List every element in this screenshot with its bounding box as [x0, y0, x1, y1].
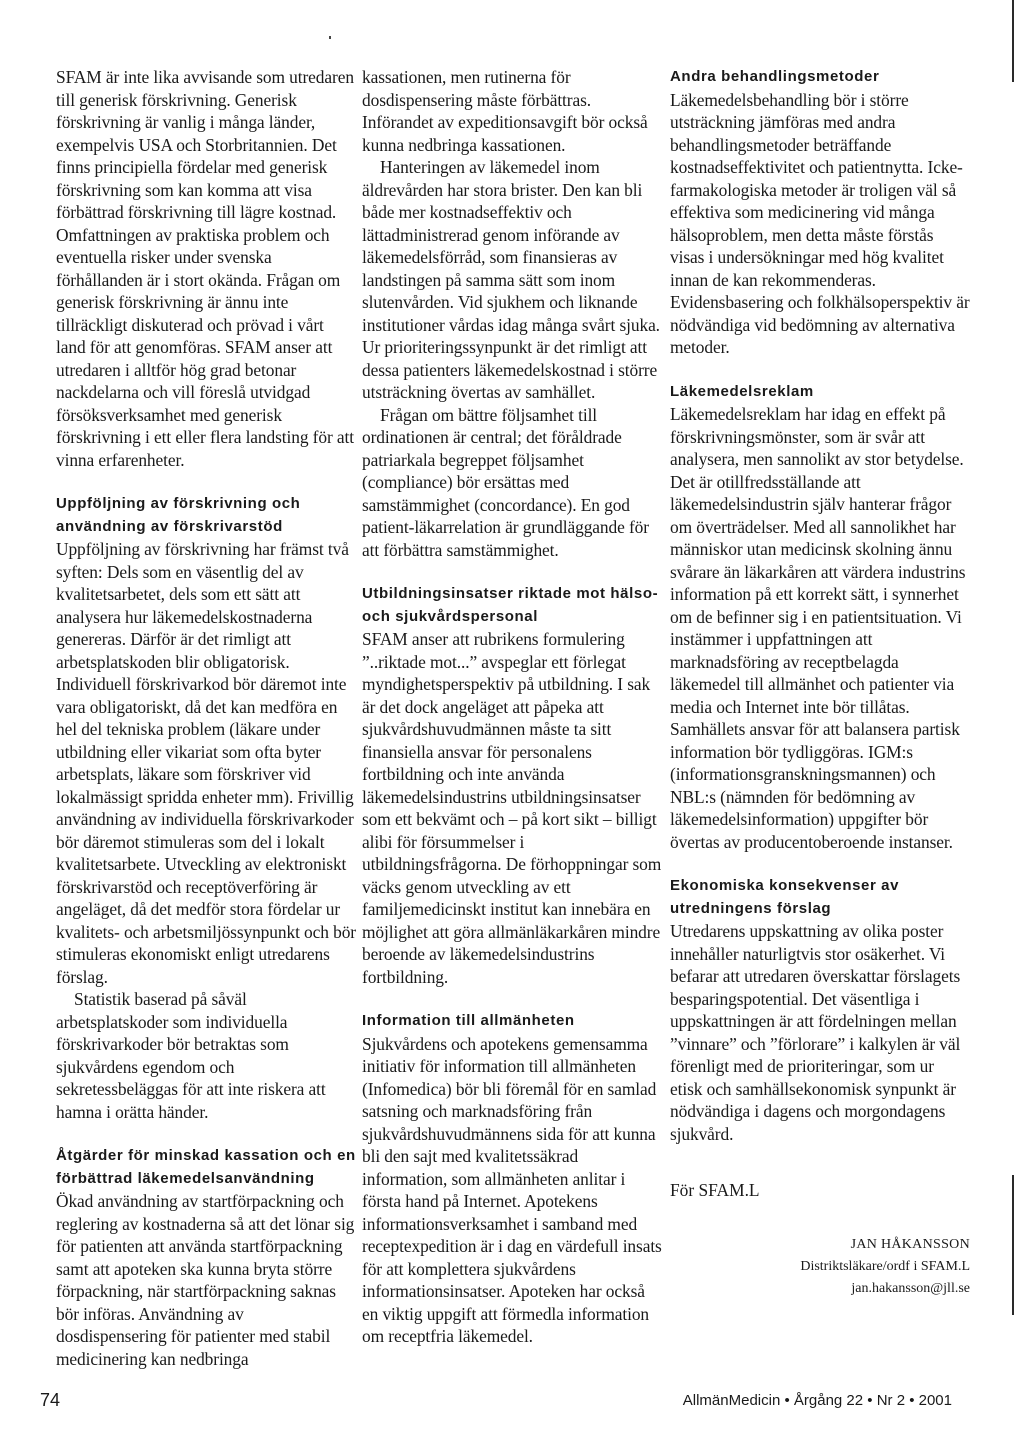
paragraph: SFAM är inte lika avvisande som utredaren till generisk förskrivning. Generisk förskrivning är vanlig i många länder, exempelvis USA och Storbritannien. Det finns principiella fördelar med generisk förskrivning som kan komma att visa förbättrad förskrivning till lägre kostnad. Omfattningen av praktiska problem och eventuella risker under svenska förhållanden är i stort okända. Frågan om generisk förskrivning är ännu inte tillräckligt diskuterad och prövad i vårt land för att genomföras. SFAM anser att utredaren i alltför hög grad betonar nackdelarna och vill föreslå utvidgad försöksverksamhet med generisk förskrivning i ett eller flera landsting för att vinna erfarenheter. — [56, 67, 354, 470]
paragraph: Statistik baserad på såväl arbetsplatskoder som individuella förskrivarkoder bör betraktas som sjukvårdens egendom och sekretessbeläggas för att inte riskera att hamna i orätta händer. — [56, 989, 326, 1122]
section-heading: Ekonomiska konsekvenser av utredningens förslag — [670, 877, 900, 917]
page-number: 74 — [40, 1390, 61, 1410]
scan-speck — [329, 36, 331, 39]
section-heading: Läkemedelsreklam — [670, 382, 814, 400]
paragraph: SFAM anser att rubrikens formulering ”..riktade mot...” avspeglar ett förlegat myndighetsperspektiv på utbildning. I sak är det dock angeläget att påpeka att sjukvårdshuvudmännen måste ta sitt finansiella ansvar för personalens fortbildning och inte använda läkemedelsindustrins utbildningsinsatser som ett bekvämt och – på kort sikt – billigt alibi för försummelser i utbildningsfrågorna. De förhoppningar som väcks genom utveckling av ett familjemedicinskt institut kan innebära en möjlighet att göra allmänläkarkåren mindre beroende av läkemedelsindustrins fortbildning. — [362, 629, 662, 987]
section-heading: Åtgärder för minskad kassation och en förbättrad läkemedelsanvändning — [56, 1147, 356, 1187]
paragraph: Läkemedelsreklam har idag en effekt på förskrivningsmönster, som är svår att analysera, men sannolikt av stor betydelse. Det är otillfredsställande att läkemedelsindustrin själv hanterar frågor om överträdelser. Med all sannolikhet har människor utan medicinsk skolning ännu svårare än läkarkåren att värdera industrins information på ett korrekt sätt, i synnerhet om de befinner sig i en patientsituation. Vi instämmer i uppfattningen att marknadsföring av receptbelagda läkemedel till allmänhet och patienter via media och Internet inte bör tillåtas. Samhällets ansvar för att balansera partisk information bör tydliggöras. IGM:s (informationsgranskningsmannen) och NBL:s (nämnden för bedömning av läkemedelsinformation) uppgifter bör övertas av producentoberoende instanser. — [670, 404, 966, 852]
closing-line: För SFAM.L — [670, 1180, 760, 1200]
section-heading: Andra behandlingsmetoder — [670, 68, 880, 85]
paragraph: Hanteringen av läkemedel inom äldrevården har stora brister. Den kan bli både mer kostnadseffektiv och lättadministrerad genom införande av läkemedelsförråd, som finansieras av landstingen på samma sätt som inom slutenvården. Vid sjukhem och liknande institutioner vårdas idag många svårt sjuka. Ur prioriteringssynpunkt är det rimligt att dessa patienters läkemedelskostnad i större utsträckning övertas av samhället. — [362, 157, 660, 402]
signature-name: JAN HÅKANSSON — [850, 1236, 970, 1252]
section-heading: Uppföljning av förskrivning och användning av förskrivarstöd — [56, 495, 301, 535]
column-left — [56, 66, 356, 1370]
paragraph: Ökad användning av startförpackning och reglering av kostnaderna så att det lönar sig för patienten att använda startförpackning samt att apoteken ska kunna bryta större förpackning, när startförpackning saknas bör införas. Användning av dosdispensering för patienter med stabil medicinering kan nedbringa — [56, 1191, 355, 1369]
paragraph: Sjukvårdens och apotekens gemensamma initiativ för information till allmänheten (Infomedica) bör bli föremål för en samlad satsning och marknadsföring från sjukvårdshuvudmännens sida för att kunna bli den sajt med kvalitetssäkrad information, som allmänheten anlitar i första hand på Internet. Apotekens informationsverksamhet i samband med receptexpedition är i dag en värdefull insats för att komplettera sjukvårdens informationsinsatser. Apoteken har också en viktig uppgift att förmedla information om receptfria läkemedel. — [362, 1033, 662, 1346]
paragraph: kassationen, men rutinerna för dosdispensering måste förbättras. Införandet av expeditionsavgift bör också kunna nedbringa kassationen. — [362, 67, 648, 155]
paragraph: Läkemedelsbehandling bör i större utsträckning jämföras med andra behandlingsmetoder beträffande kostnadseffektivitet och patientnytta. Icke-farmakologiska metoder är troligen väl så effektiva som medicinering vid många hälsoproblem, men detta måste förstås visas i undersökningar med hög kvalitet innan de kan rekommenderas. Evidensbasering och folkhälsoperspektiv är nödvändiga vid bedömning av alternativa metoder. — [670, 89, 970, 357]
signature-title: Distriktsläkare/ordf i SFAM.L — [800, 1258, 970, 1274]
column-right-body — [670, 66, 970, 1145]
signature-block — [670, 1234, 970, 1300]
journal-footer: AllmänMedicin • Årgång 22 • Nr 2 • 2001 — [682, 1392, 952, 1409]
binding-edge-line-bottom — [1012, 1175, 1014, 1315]
binding-edge-line-top — [1012, 0, 1014, 82]
column-middle — [362, 66, 662, 1348]
section-heading: Utbildningsinsatser riktade mot hälso- och sjukvårdspersonal — [362, 585, 659, 625]
paragraph: Utredarens uppskattning av olika poster innehåller naturligtvis stor osäkerhet. Vi befarar att utredaren överskattar förslagets besparingspotential. Det väsentliga i uppskattningen är att fördelningen mellan ”vinnare” och ”förlorare” i kalkylen är väl förenligt med de prioriteringar, som ur etisk och samhällsekonomisk synpunkt är nödvändiga i dagens och morgondagens sjukvård. — [670, 921, 961, 1144]
column-right — [670, 66, 970, 1300]
signature-email: jan.hakansson@jll.se — [851, 1280, 970, 1296]
section-heading: Information till allmänheten — [362, 1012, 575, 1029]
paragraph: Frågan om bättre följsamhet till ordinationen är central; det föråldrade patriarkala begreppet följsamhet (compliance) bör ersättas med samstämmighet (concordance). En god patient-läkarrelation är grundläggande för att förbättra samstämmighet. — [362, 404, 649, 560]
paragraph: Uppföljning av förskrivning har främst två syften: Dels som en väsentlig del av kvalitetsarbetet, dels som ett sätt att analysera hur läkemedelskostnaderna genereras. Därför är det rimligt att arbetsplatskoden blir obligatorisk. Individuell förskrivarkod bör däremot inte vara obligatoriskt, då det kan medföra en hel del tekniska problem (läkare under utbildning eller vikariat som ofta byter arbetsplats, läkare som förskriver vid lokalmässigt spridda enheter mm). Frivillig användning av individuella förskrivarkoder bör däremot stimuleras som del i lokalt kvalitetsarbete. Utveckling av elektroniskt förskrivarstöd och receptöverföring är angeläget, då det medför stora fördelar ur kvalitets- och arbetsmiljössynpunkt och bör stimuleras ekonomiskt enligt utredarens förslag. — [56, 539, 356, 987]
